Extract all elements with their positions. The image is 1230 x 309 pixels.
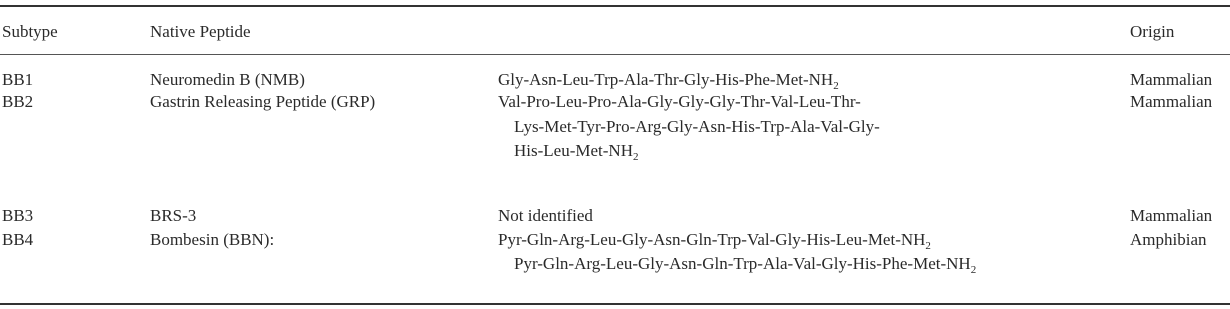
row-bb2-native-peptide: Gastrin Releasing Peptide (GRP) bbox=[150, 92, 376, 111]
header-subtype: Subtype bbox=[2, 22, 58, 41]
row-bb4-native-peptide: Bombesin (BBN): bbox=[150, 230, 275, 249]
row-bb3-origin: Mammalian bbox=[1130, 206, 1213, 225]
row-bb1-origin: Mammalian bbox=[1130, 70, 1213, 89]
row-bb2-sequence-line: Val-Pro-Leu-Pro-Ala-Gly-Gly-Gly-Thr-Val-Leu-Thr- bbox=[498, 92, 861, 111]
row-bb2-origin: Mammalian bbox=[1130, 92, 1213, 111]
row-bb1-native-peptide: Neuromedin B (NMB) bbox=[150, 70, 305, 89]
row-bb1-sequence-line: Gly-$Asn-Leu-Trp-Ala-Thr-Gly-His-Phe-Met-NH_2$ bbox=[498, 70, 839, 92]
row-bb4-sequence-line: Pyr-$Gln-Arg-Leu-Gly-Asn-Gln-Trp-Ala-Val-Gly-His-Phe-Met-NH_2$ bbox=[514, 254, 977, 276]
row-bb1-subtype: BB1 bbox=[2, 70, 34, 89]
row-bb3-subtype: BB3 bbox=[2, 206, 34, 225]
row-bb2-subtype: BB2 bbox=[2, 92, 34, 111]
table-bottom-rule bbox=[0, 303, 1230, 305]
table-top-rule bbox=[0, 5, 1230, 7]
header-native-peptide: Native Peptide bbox=[150, 22, 251, 41]
table-header-rule bbox=[0, 54, 1230, 55]
row-bb2-sequence-line: Lys-Met-Tyr-Pro-Arg-Gly-Asn-His-Trp-Ala-Val-Gly- bbox=[514, 117, 880, 136]
row-bb3-native-peptide: BRS-3 bbox=[150, 206, 197, 225]
row-bb4-subtype: BB4 bbox=[2, 230, 34, 249]
row-bb4-origin: Amphibian bbox=[1130, 230, 1207, 249]
header-origin: Origin bbox=[1130, 22, 1175, 41]
row-bb4-sequence-line: Pyr-$Gln-Arg-Leu-Gly-Asn-Gln-Trp-Val-Gly-His-Leu-Met-NH_2$ bbox=[498, 230, 931, 252]
row-bb3-sequence-line: Not identified bbox=[498, 206, 593, 225]
row-bb2-sequence-line: His-$Leu-Met-NH_2$ bbox=[514, 141, 639, 163]
